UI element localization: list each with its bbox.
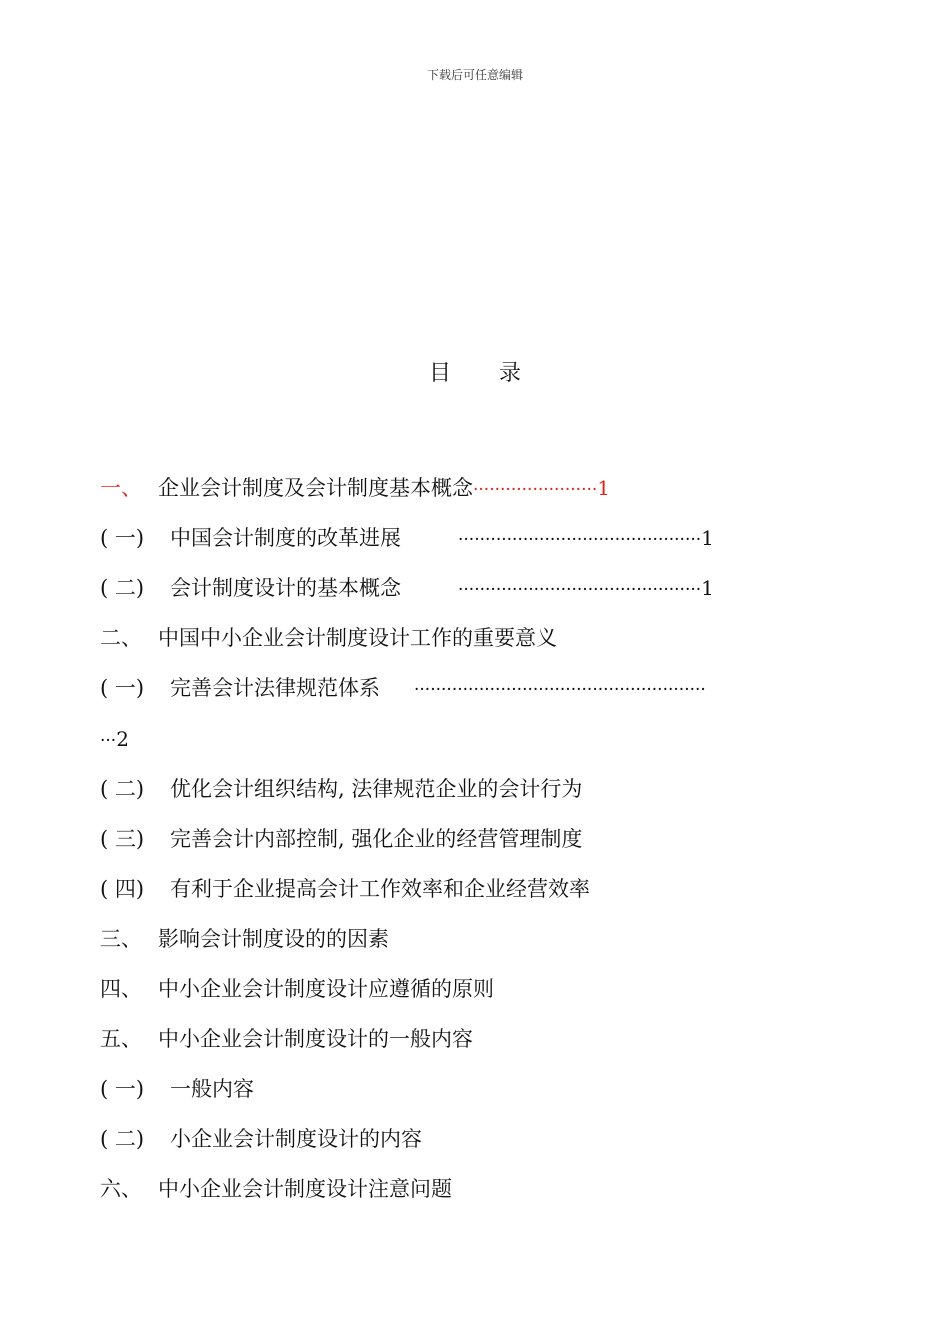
toc-entry-text: 有利于企业提高会计工作效率和企业经营效率: [170, 877, 590, 901]
toc-entry-number: ( 一): [100, 676, 145, 700]
toc-entry-text: 中小企业会计制度设计注意问题: [158, 1177, 452, 1201]
toc-entry-leader: ······················································: [414, 680, 706, 700]
toc-entry[interactable]: [100, 622, 557, 654]
toc-entry-text: 完善会计法律规范体系: [170, 676, 380, 700]
toc-entry-number: 一、: [100, 476, 142, 500]
toc-entry[interactable]: [100, 1123, 422, 1155]
toc-entry-leader: ·············································: [458, 580, 702, 600]
toc-entry[interactable]: [100, 923, 389, 955]
toc-entry-text: 中小企业会计制度设计的一般内容: [158, 1027, 473, 1051]
toc-title-left: 目: [428, 361, 451, 386]
toc-title-right: 录: [499, 361, 522, 386]
page-header-note: 下载后可任意编辑: [426, 68, 523, 82]
toc-entry-number: ( 三): [100, 827, 145, 851]
toc-entry-text: 影响会计制度设的的因素: [158, 927, 389, 951]
toc-entry-text: 中国中小企业会计制度设计工作的重要意义: [158, 626, 557, 650]
toc-entry[interactable]: [100, 1023, 473, 1055]
toc-entry[interactable]: [100, 1173, 452, 1205]
toc-entry-text: 一般内容: [170, 1077, 254, 1101]
toc-entry[interactable]: [100, 522, 714, 554]
toc-entry-number: ( 二): [100, 777, 145, 801]
toc-title: [0, 356, 950, 387]
toc-entry-page: 2: [116, 727, 129, 751]
toc-entry-page: 1: [701, 526, 714, 550]
toc-entry-number: ( 一): [100, 1077, 145, 1101]
toc-entry[interactable]: [100, 1073, 254, 1105]
toc-entry-text: 中国会计制度的改革进展: [170, 526, 401, 550]
toc-entry-text: 小企业会计制度设计的内容: [170, 1127, 422, 1151]
toc-entry[interactable]: [100, 873, 590, 905]
toc-entry-leader: ·······················: [473, 480, 598, 500]
toc-entry-number: 六、: [100, 1177, 142, 1201]
toc-entry-number: ( 二): [100, 1127, 145, 1151]
toc-entry-page: 1: [701, 576, 714, 600]
toc-entry-page: 1: [597, 476, 611, 500]
toc-entry-text: 中小企业会计制度设计应遵循的原则: [158, 977, 494, 1001]
toc-entry[interactable]: [100, 672, 706, 704]
toc-entry[interactable]: [100, 472, 610, 504]
toc-entry-number: 四、: [100, 977, 142, 1001]
toc-entry-text: 会计制度设计的基本概念: [170, 576, 401, 600]
toc-entry[interactable]: [100, 973, 494, 1005]
toc-entry-number: ( 一): [100, 526, 145, 550]
toc-entry-number: 五、: [100, 1027, 142, 1051]
toc-entry-leader: ·············································: [458, 530, 702, 550]
toc-entry-continuation[interactable]: [100, 723, 129, 755]
toc-entry[interactable]: [100, 773, 582, 805]
toc-entry-leader: ···: [100, 731, 117, 751]
toc-entry-text: 完善会计内部控制, 强化企业的经营管理制度: [170, 827, 583, 851]
toc-entry[interactable]: [100, 572, 714, 604]
toc-entry-number: 二、: [100, 626, 142, 650]
toc-entry-number: 三、: [100, 927, 142, 951]
toc-entry-text: 企业会计制度及会计制度基本概念: [158, 476, 473, 500]
toc-entry-number: ( 四): [100, 877, 145, 901]
toc-entry-text: 优化会计组织结构, 法律规范企业的会计行为: [170, 777, 583, 801]
toc-entry[interactable]: [100, 823, 582, 855]
toc-entry-number: ( 二): [100, 576, 145, 600]
